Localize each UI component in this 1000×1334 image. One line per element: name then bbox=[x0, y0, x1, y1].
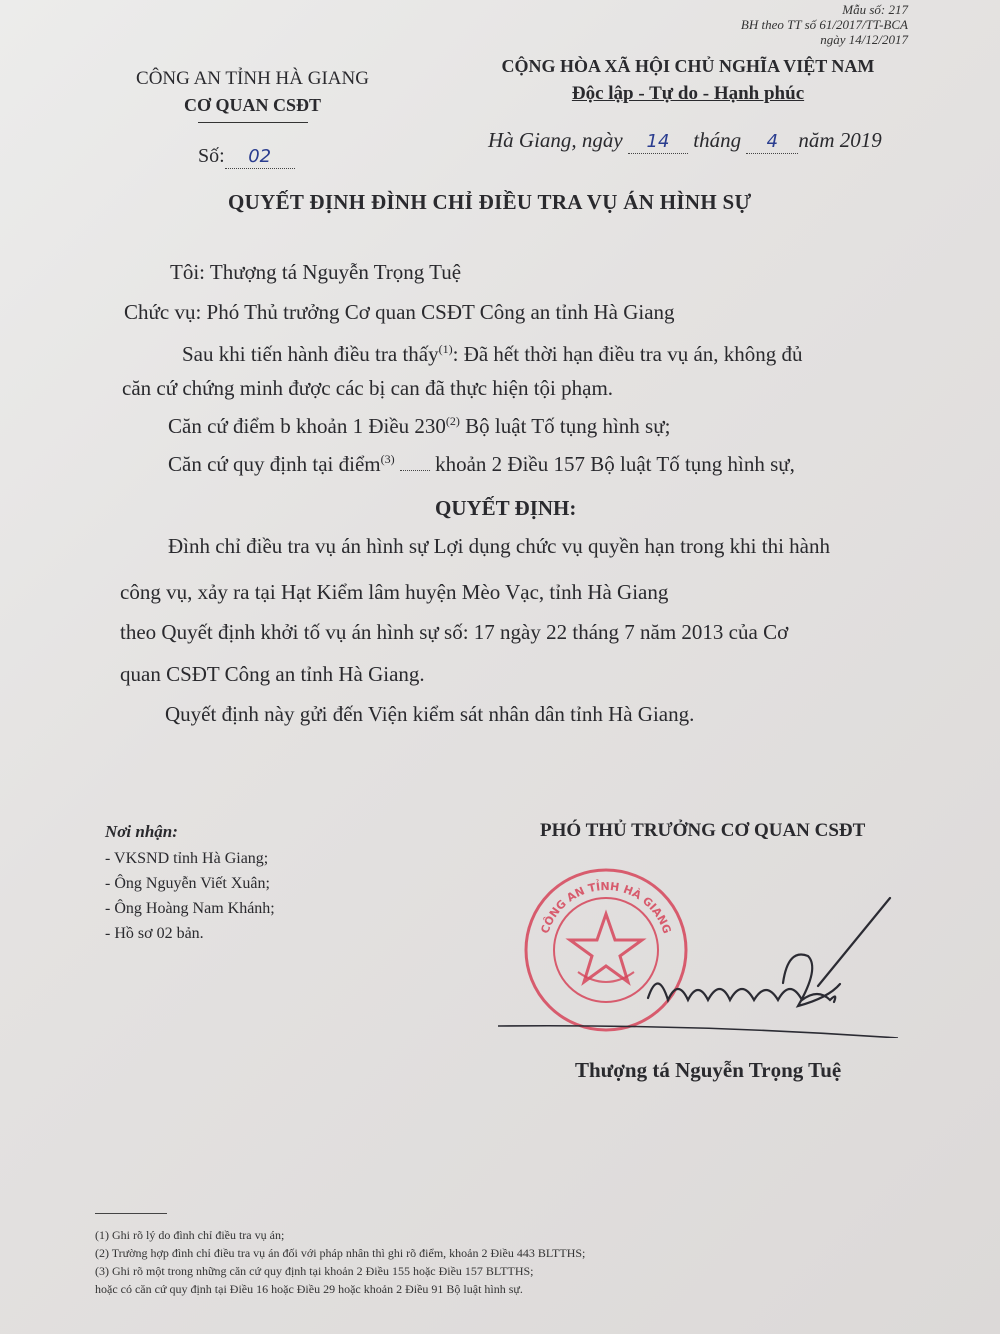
footnote: (1) Ghi rõ lý do đình chỉ điều tra vụ án; bbox=[95, 1228, 285, 1242]
recipient-statement: Quyết định này gửi đến Viện kiểm sát nhân dân tỉnh Hà Giang. bbox=[165, 702, 695, 726]
decision-paragraph: theo Quyết định khởi tố vụ án hình sự số: 17 ngày 22 tháng 7 năm 2013 của Cơ bbox=[120, 620, 789, 644]
date-month: 4 bbox=[746, 128, 798, 154]
decision-paragraph: công vụ, xảy ra tại Hạt Kiểm lâm huyện Mèo Vạc, tỉnh Hà Giang bbox=[120, 580, 669, 604]
date-place: Hà Giang, ngày bbox=[488, 128, 623, 152]
footnote: hoặc có căn cứ quy định tại Điều 16 hoặc Điều 29 hoặc khoản 2 Điều 91 Bộ luật hình sự. bbox=[95, 1282, 523, 1296]
signatory-title: PHÓ THỦ TRƯỞNG CƠ QUAN CSĐT bbox=[540, 820, 866, 841]
document-date bbox=[488, 128, 882, 154]
form-number-line: Mẫu số: 217 bbox=[842, 2, 908, 17]
legal-basis-2: Căn cứ quy định tại điểm$^{(3)}$ khoản 2 Điều 157 Bộ luật Tố tụng hình sự, bbox=[168, 452, 795, 476]
recipient-item: - Ông Nguyễn Viết Xuân; bbox=[105, 875, 270, 892]
decision-paragraph: Đình chỉ điều tra vụ án hình sự Lợi dụng chức vụ quyền hạn trong khi thi hành bbox=[168, 534, 831, 558]
decision-heading: QUYẾT ĐỊNH: bbox=[435, 496, 577, 520]
date-month-label: tháng bbox=[693, 128, 742, 152]
handwritten-signature-icon bbox=[498, 888, 898, 1038]
divider bbox=[198, 122, 308, 123]
blank-field bbox=[400, 470, 430, 471]
finding-paragraph-cont: căn cứ chứng minh được các bị can đã thực hiện tội phạm. bbox=[122, 376, 614, 400]
recipient-item: - Hồ sơ 02 bản. bbox=[105, 925, 204, 942]
agency-name: CÔNG AN TỈNH HÀ GIANG bbox=[136, 68, 369, 89]
position-line: Chức vụ: Phó Thủ trưởng Cơ quan CSĐT Công an tỉnh Hà Giang bbox=[124, 300, 675, 324]
document-number-label: Số: bbox=[198, 145, 225, 167]
document-number-value: 02 bbox=[225, 145, 295, 169]
recipients-title: Nơi nhận: bbox=[105, 822, 178, 841]
form-number-line: BH theo TT số 61/2017/TT-BCA bbox=[740, 17, 908, 32]
form-number bbox=[741, 2, 908, 47]
document-number bbox=[198, 145, 295, 169]
footnote-ref: (1) bbox=[438, 342, 453, 356]
footnote: (3) Ghi rõ một trong những căn cứ quy định tại khoản 2 Điều 155 hoặc Điều 157 BLTTHS; bbox=[95, 1264, 534, 1278]
document-title: QUYẾT ĐỊNH ĐÌNH CHỈ ĐIỀU TRA VỤ ÁN HÌNH SỰ bbox=[228, 190, 752, 214]
agency-header bbox=[130, 66, 375, 123]
form-number-line: ngày 14/12/2017 bbox=[820, 32, 908, 47]
national-motto: Độc lập - Tự do - Hạnh phúc bbox=[571, 83, 805, 104]
recipient-item: - VKSND tỉnh Hà Giang; bbox=[105, 850, 269, 867]
date-day: 14 bbox=[628, 128, 688, 154]
date-year: năm 2019 bbox=[798, 128, 882, 152]
footnote-divider bbox=[95, 1213, 167, 1214]
legal-basis-1: Căn cứ điểm b khoản 1 Điều 230$^{(2)}$ Bộ luật Tố tụng hình sự; bbox=[168, 414, 671, 438]
signatory-name: Thượng tá Nguyễn Trọng Tuệ bbox=[575, 1058, 842, 1082]
footnote-ref: (3) bbox=[380, 452, 395, 466]
footnote: (2) Trường hợp đình chỉ điều tra vụ án đối với pháp nhân thì ghi rõ điểm, khoản 2 Điều 443 BLTTHS; bbox=[95, 1246, 586, 1260]
finding-paragraph: Sau khi tiến hành điều tra thấy$^{(1)}$: Đã hết thời hạn điều tra vụ án, không đủ bbox=[182, 342, 803, 366]
decision-paragraph: quan CSĐT Công an tỉnh Hà Giang. bbox=[120, 662, 425, 686]
recipient-item: - Ông Hoàng Nam Khánh; bbox=[105, 900, 275, 917]
agency-unit: CƠ QUAN CSĐT bbox=[183, 95, 321, 115]
nation-name: CỘNG HÒA XÃ HỘI CHỦ NGHĨA VIỆT NAM bbox=[501, 56, 875, 76]
footnote-ref: (2) bbox=[445, 414, 460, 428]
seal-top-text: CÔNG AN TỈNH HÀ GIANG bbox=[538, 879, 674, 936]
investigator-line: Tôi: Thượng tá Nguyễn Trọng Tuệ bbox=[170, 260, 462, 284]
national-header bbox=[468, 52, 908, 108]
